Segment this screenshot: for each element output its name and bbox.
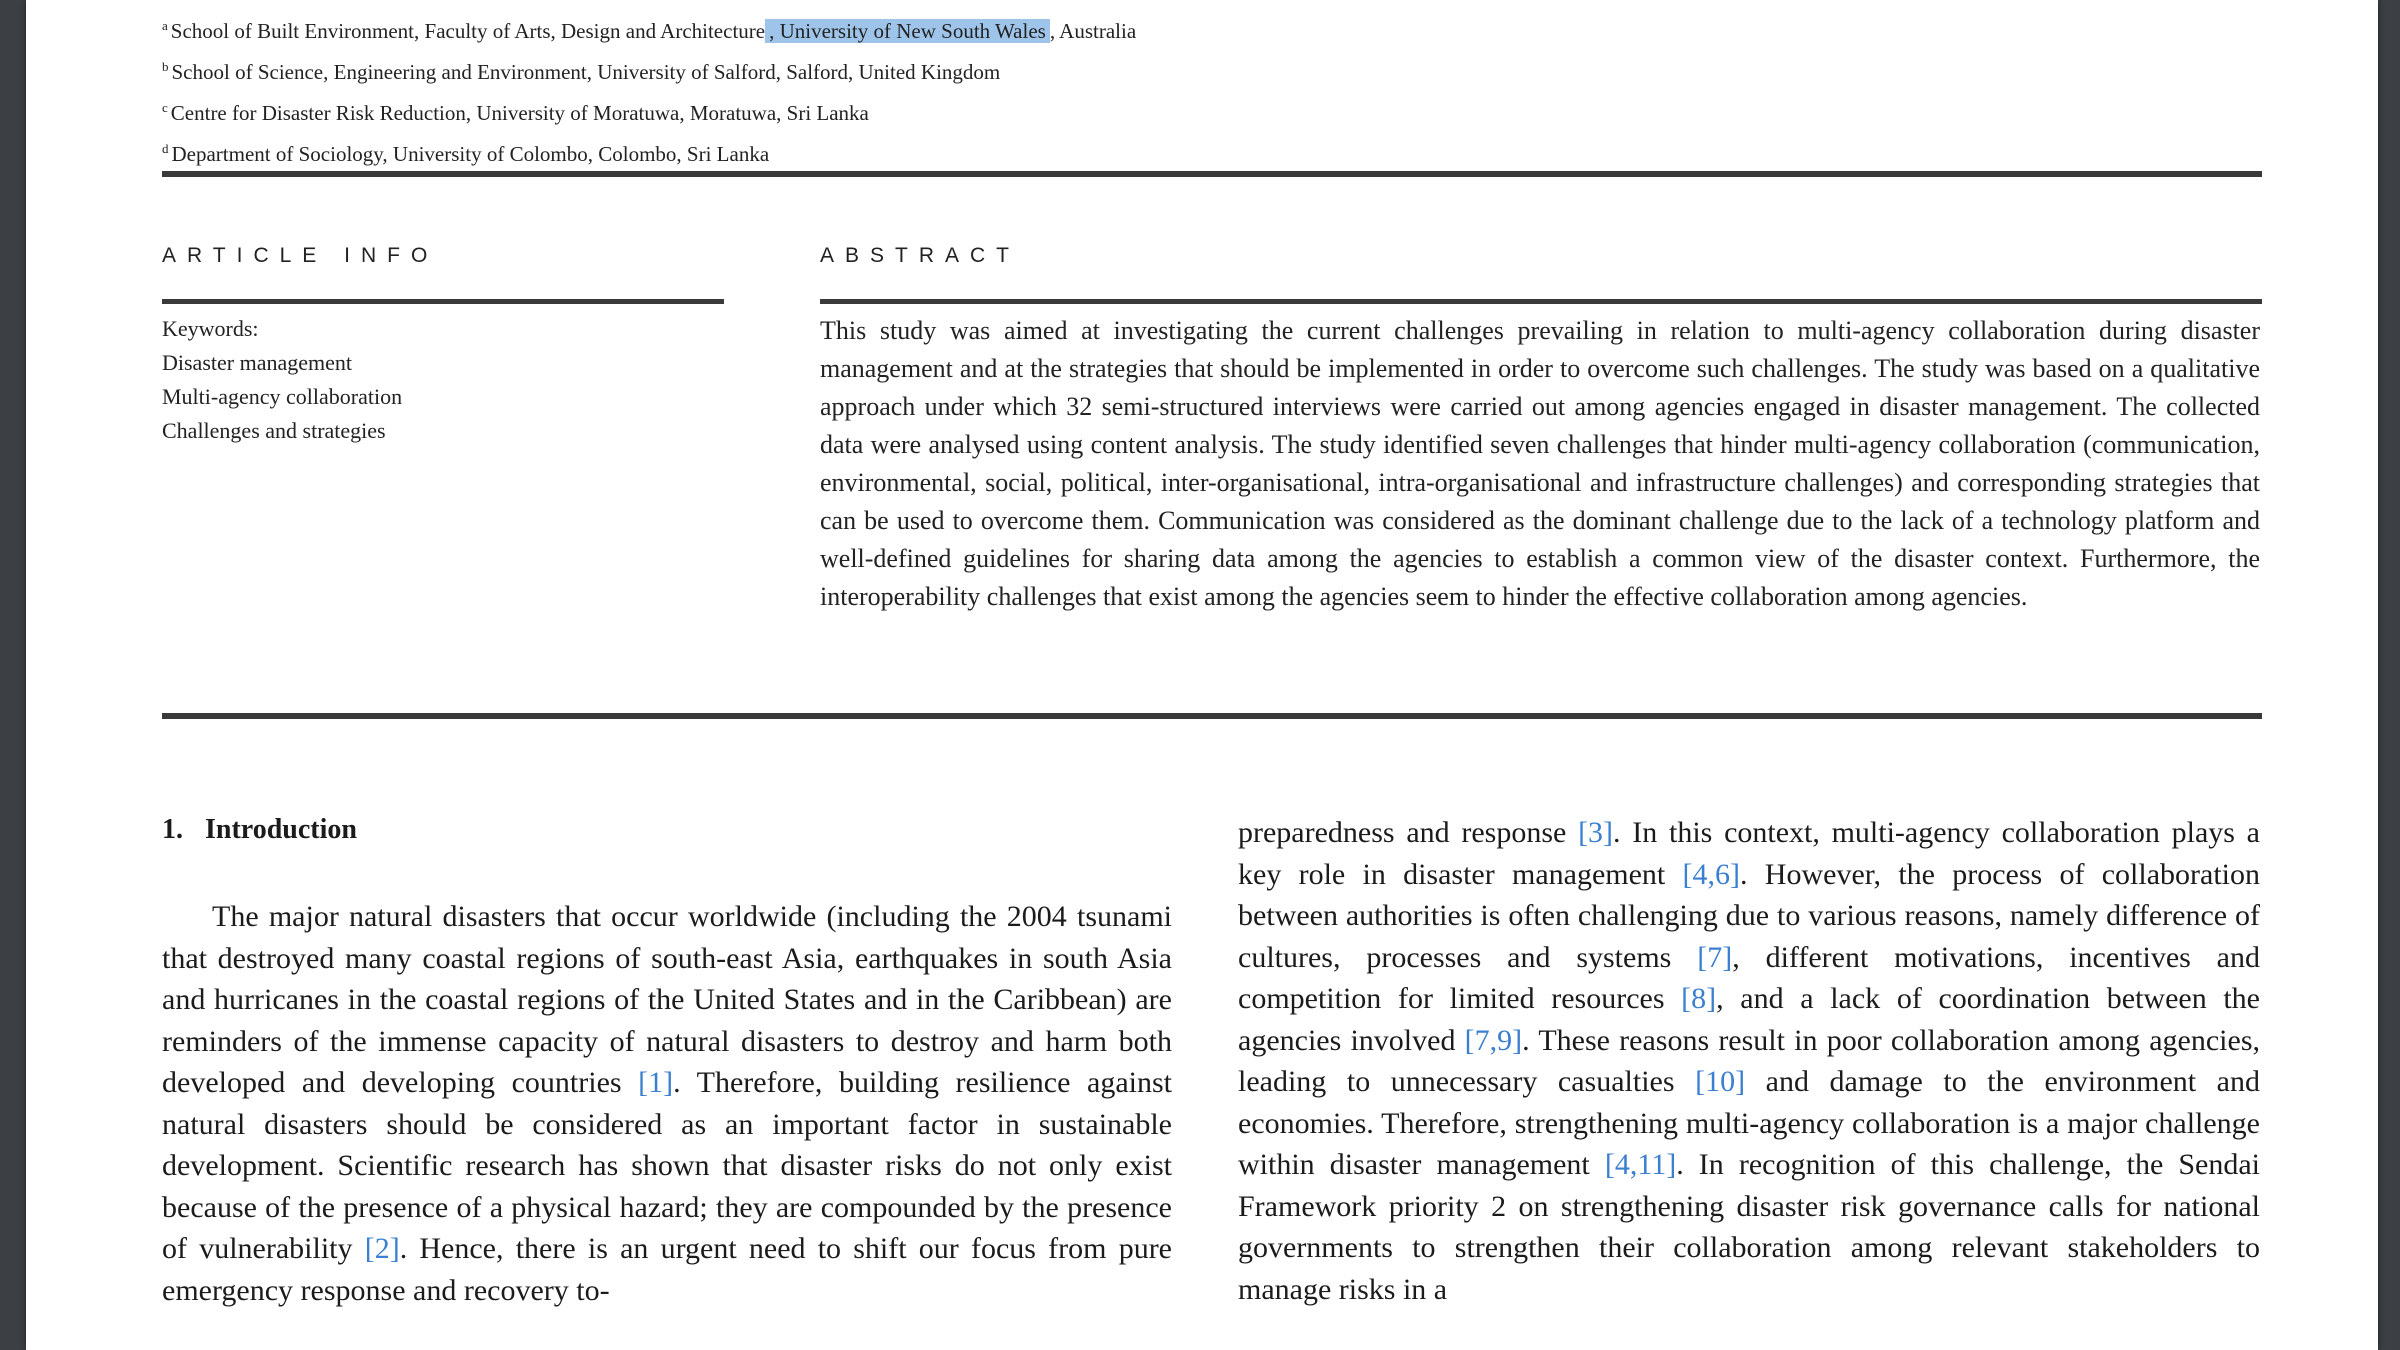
citation-link[interactable]: [4,11] <box>1604 1148 1677 1181</box>
affiliation-line <box>162 49 1462 90</box>
body-text: . Hence, there is an urgent need to shift our focus from pure emergency response and recovery to- <box>162 1232 1172 1307</box>
pdf-page <box>26 0 2378 1350</box>
citation-link[interactable]: [7] <box>1697 940 1733 974</box>
citation-link[interactable]: [10] <box>1695 1065 1746 1098</box>
citation-link[interactable]: [3] <box>1578 816 1614 849</box>
affiliation-line <box>162 8 1462 49</box>
header-divider <box>162 171 2262 177</box>
section-title: Introduction <box>205 814 357 845</box>
citation-link[interactable]: [7,9] <box>1464 1023 1523 1057</box>
affiliation-marker: c <box>162 100 168 115</box>
body-text: . In this context, multi-agency collaboration plays a key role in disaster management <box>1238 816 2260 891</box>
article-info-divider <box>162 299 724 304</box>
citation-link[interactable]: [8] <box>1681 982 1717 1015</box>
keywords-list <box>162 312 702 448</box>
citation-link[interactable]: [4,6] <box>1682 857 1741 891</box>
body-text: . Therefore, building resilience against natural disasters should be considered as an important factor in sustainable development. Scientific research has shown that disaster risks do not only exist because of the presence of a physical hazard; they are compounded by the presence of vulnerability <box>162 1066 1172 1265</box>
affiliation-text: School of Built Environment, Faculty of Arts, Design and Architecture <box>170 19 766 43</box>
affiliation-marker: b <box>162 59 169 74</box>
body-text: preparedness and response <box>1238 816 1579 849</box>
affiliation-marker: d <box>162 141 169 156</box>
affiliation-line <box>162 90 1462 131</box>
section-heading-introduction <box>162 814 357 846</box>
affiliation-marker: a <box>162 18 168 33</box>
selected-text-highlight[interactable]: , University of New South Wales <box>765 19 1050 43</box>
keywords-label: Keywords: <box>162 316 259 341</box>
abstract-bottom-divider <box>162 713 2262 719</box>
body-text: , and a lack of coordination between the agencies involved <box>1238 982 2260 1057</box>
body-text: and damage to the environment and economies. Therefore, strengthening multi-agency collaboration is a major challenge within disaster management <box>1238 1065 2260 1181</box>
affiliations <box>162 8 1462 172</box>
intro-right-column <box>1238 812 2260 1310</box>
abstract-heading: ABSTRACT <box>820 244 1021 267</box>
body-text: . These reasons result in poor collaboration among agencies, leading to unnecessary casualties <box>1238 1023 2261 1098</box>
abstract-divider <box>820 299 2262 304</box>
affiliation-text: Centre for Disaster Risk Reduction, University of Moratuwa, Moratuwa, Sri Lanka <box>170 101 869 125</box>
affiliation-text: School of Science, Engineering and Environment, University of Salford, Salford, United Kingdom <box>171 60 1001 84</box>
affiliation-line <box>162 131 1462 172</box>
body-text: . In recognition of this challenge, the Sendai Framework priority 2 on strengthening disaster risk governance calls for national governments to strengthen their collaboration among relevant stakeholders to manage risks in a <box>1238 1148 2261 1306</box>
keyword-item: Challenges and strategies <box>162 418 386 443</box>
citation-link[interactable]: [2] <box>364 1232 400 1265</box>
affiliation-text: , Australia <box>1049 19 1137 43</box>
abstract-text: This study was aimed at investigating the current challenges prevailing in relation to multi-agency collaboration during disaster management and at the strategies that should be implemented in order to overcome such challenges. The study was based on a qualitative approach under which 32 semi-structured interviews were carried out among agencies engaged in disaster management. The collected data were analysed using content analysis. The study identified seven challenges that hinder multi-agency collaboration (communication, environmental, social, political, inter-organisational, intra-organisational and infrastructure challenges) and corresponding strategies that can be used to overcome them. Communication was considered as the dominant challenge due to the lack of a technology platform and well-defined guidelines for sharing data among the agencies to establish a common view of the disaster context. Furthermore, the interoperability challenges that exist among the agencies seem to hinder the effective collaboration among agencies. <box>820 316 2260 611</box>
keyword-item: Disaster management <box>162 350 352 375</box>
article-info-heading: ARTICLE INFO <box>162 244 439 267</box>
body-text: The major natural disasters that occur worldwide (including the 2004 tsunami that destroyed many coastal regions of south-east Asia, earthquakes in south Asia and hurricanes in the coastal regions of the United States and in the Caribbean) are reminders of the immense capacity of natural disasters to destroy and harm both developed and developing countries <box>162 900 1172 1099</box>
body-text: . However, the process of collaboration between authorities is often challenging due to various reasons, namely difference of cultures, processes and systems <box>1238 857 2261 974</box>
body-text: , different motivations, incentives and competition for limited resources <box>1238 940 2260 1015</box>
intro-left-column <box>162 896 1172 1311</box>
citation-link[interactable]: [1] <box>638 1066 674 1099</box>
affiliation-text: Department of Sociology, University of Colombo, Colombo, Sri Lanka <box>171 142 770 166</box>
section-number: 1. <box>162 814 183 845</box>
keyword-item: Multi-agency collaboration <box>162 384 403 409</box>
